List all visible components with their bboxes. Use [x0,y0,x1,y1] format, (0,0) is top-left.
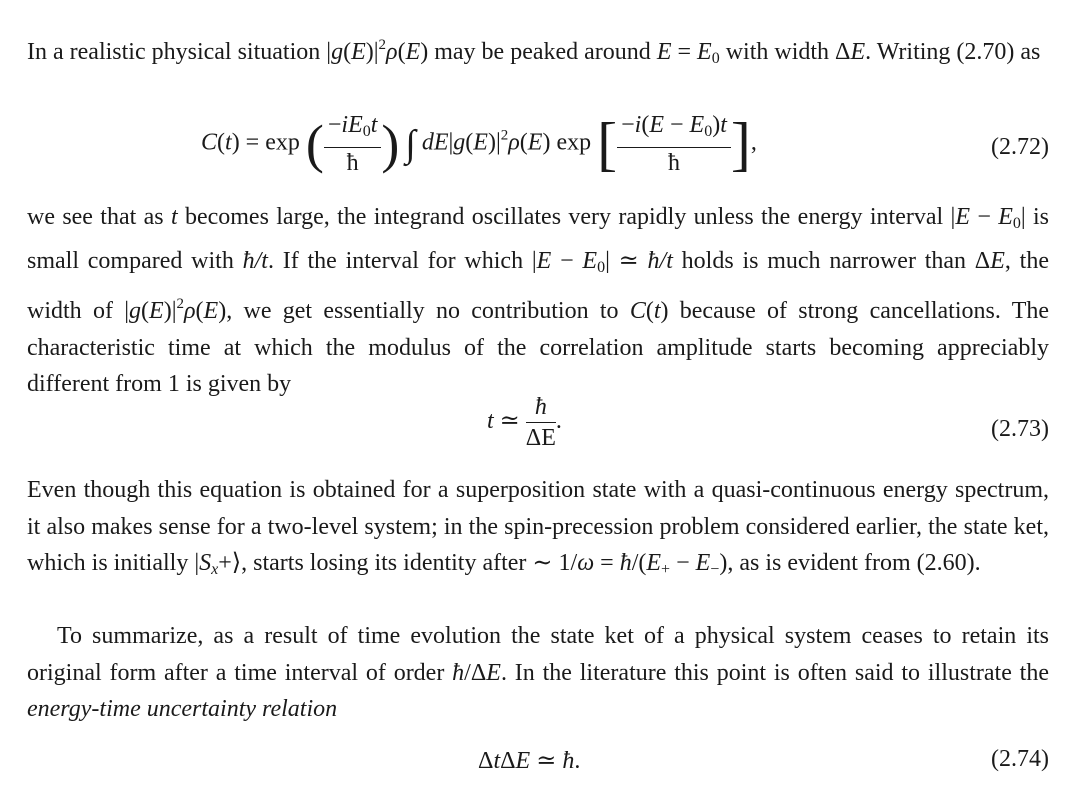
equation-2-72: C(t) = exp ( $\frac{-iE_0t}{ħ}$ ) ∫ $dE|g(E)|^2\rho(E)$ exp [ $\frac{-i(E - E_0)t}{ħ}$ ], (2.72) [201,111,1049,177]
left-bracket: [ [597,111,618,177]
equation-2-74: ΔtΔE ≃ ħ. (2.74) [478,746,1049,774]
fraction-exponent: $\frac{-i(E - E_0)t}{ħ}$ [617,110,731,178]
equation-number-2-74: (2.74) [991,746,1049,772]
equation-2-73: t ≃ $\frac{ħ}{\Delta E}$ . (2.73) [487,394,1049,451]
left-paren: ( [305,114,324,174]
fraction-time: $\frac{ħ}{\Delta E}$ [525,394,556,451]
paragraph-summary: To summarize, as a result of time evolution the state ket of a physical system ceases to retain its original form after a time interval of order ħ/ΔE. In the literature this point is often said to illustrate the energy-time uncertainty relation [27,623,1049,722]
paragraph-integrand: we see that as t becomes large, the integrand oscillates very rapidly unless the energy interval $|E - E_0|$ is small compared with ħ/t. If the interval for which $|E - E_0|$ ≃ ħ/t holds is much narrower than ΔE, the width of $|g(E)|^2\rho(E)$, we get essentially no contribution to C(t) because of strong cancellations. The characteristic time at which the modulus of the correlation amplitude starts becoming appreciably different from 1 is given by [27,204,1050,397]
paragraph-intro: In a realistic physical situation $|g(E)|^2\rho(E)$ may be peaked around $E = E_0$ with width ΔE. Writing (2.70) as [27,37,1041,67]
right-bracket: ] [730,111,751,177]
fraction-phase: $\frac{-iE_0t}{ħ}$ [324,110,382,178]
right-paren: ) [381,114,400,174]
integral-sign: ∫ [405,123,416,165]
equation-number-2-73: (2.73) [991,416,1049,442]
paragraph-two-level: Even though this equation is obtained for a superposition state with a quasi-continuous energy spectrum, it also makes sense for a two-level system; in the spin-precession problem considered earlier, the state ket, which is initially $|S_x+⟩$, starts losing its identity after ∼ $1/\omega = ħ/(E_+ - E_-)$, as is evident from (2.60). [27,477,1049,578]
equation-number-2-72: (2.72) [991,134,1049,160]
